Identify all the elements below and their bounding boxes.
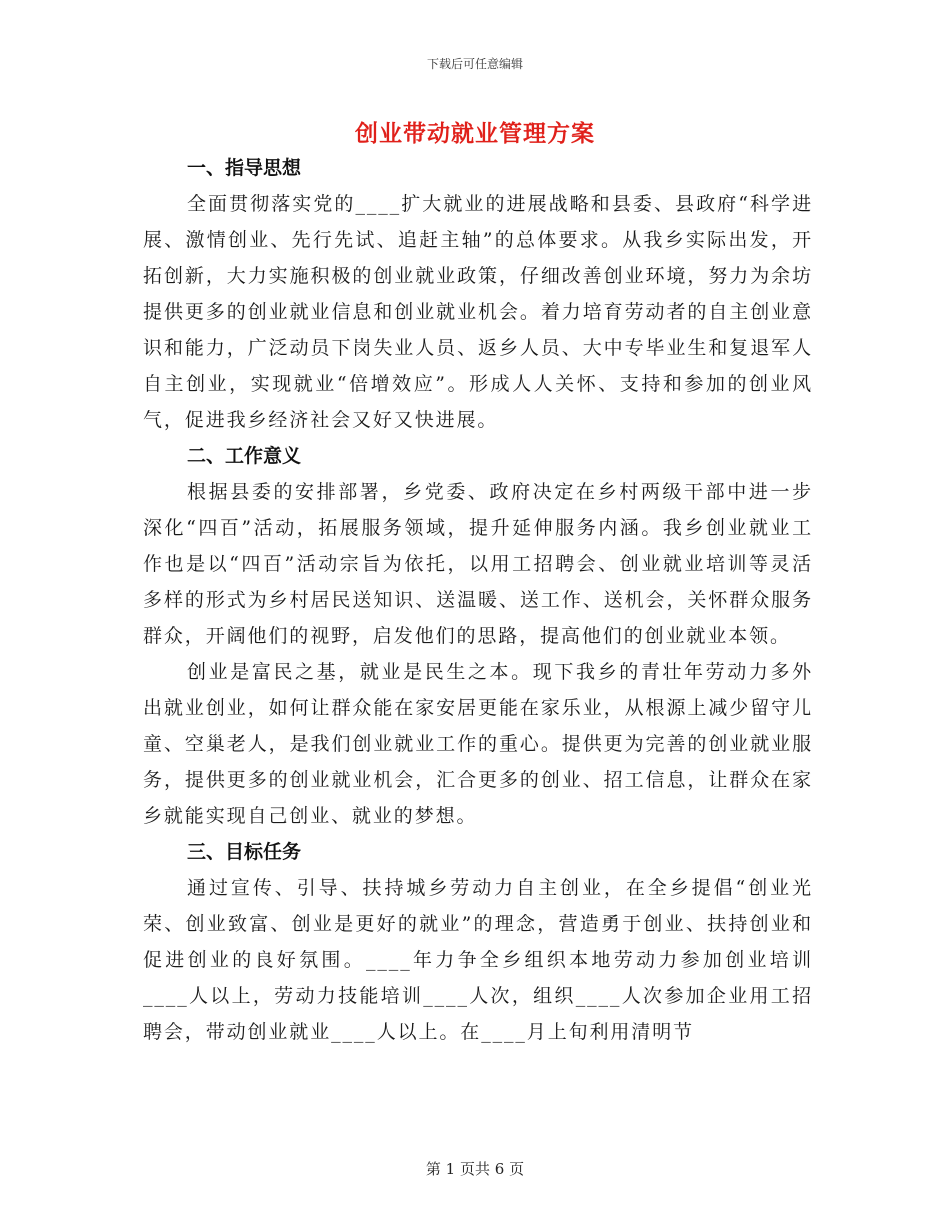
paragraph: 创业是富民之基，就业是民生之本。现下我乡的青壮年劳动力多外出就业创业，如何让群众能在家安居更能在家乐业，从根源上减少留守儿童、空巢老人，是我们创业就业工作的重心。提供更为完善的创业就业服务，提供更多的创业就业机会，汇合更多的创业、招工信息，让群众在家乡就能实现自己创业、就业的梦想。: [143, 661, 813, 827]
paragraph: 通过宣传、引导、扶持城乡劳动力自主创业，在全乡提倡“创业光荣、创业致富、创业是更好的就业”的理念，营造勇于创业、扶持创业和促进创业的良好氛围。____年力争全乡组织本地劳动力参加创业培训____人以上，劳动力技能培训____人次，组织____人次参加企业用工招聘会，带动创业就业____人以上。在____月上旬利用清明节: [143, 877, 813, 1043]
section-heading: 三、目标任务: [187, 841, 302, 863]
section-goals-tasks: [143, 834, 813, 1050]
document-title: 创业带动就业管理方案: [355, 120, 595, 147]
section-guiding-ideology: [143, 150, 813, 438]
page-header-note: 下载后可任意编辑: [426, 57, 523, 71]
section-heading: 二、工作意义: [187, 445, 302, 467]
section-work-significance: [143, 438, 813, 834]
document-body: [143, 150, 813, 1050]
paragraph: 全面贯彻落实党的____扩大就业的进展战略和县委、县政府“科学进展、激情创业、先行先试、追赶主轴”的总体要求。从我乡实际出发，开拓创新，大力实施积极的创业就业政策，仔细改善创业环境，努力为余坊提供更多的创业就业信息和创业就业机会。着力培育劳动者的自主创业意识和能力，广泛动员下岗失业人员、返乡人员、大中专毕业生和复退军人自主创业，实现就业“倍增效应”。形成人人关怀、支持和参加的创业风气，促进我乡经济社会又好又快进展。: [143, 193, 813, 431]
paragraph: 根据县委的安排部署，乡党委、政府决定在乡村两级干部中进一步深化“四百”活动，拓展服务领域，提升延伸服务内涵。我乡创业就业工作也是以“四百”活动宗旨为依托，以用工招聘会、创业就业培训等灵活多样的形式为乡村居民送知识、送温暖、送工作、送机会，关怀群众服务群众，开阔他们的视野，启发他们的思路，提高他们的创业就业本领。: [143, 481, 813, 647]
page-number: 第 1 页共 6 页: [425, 1160, 525, 1178]
section-heading: 一、指导思想: [187, 157, 302, 179]
